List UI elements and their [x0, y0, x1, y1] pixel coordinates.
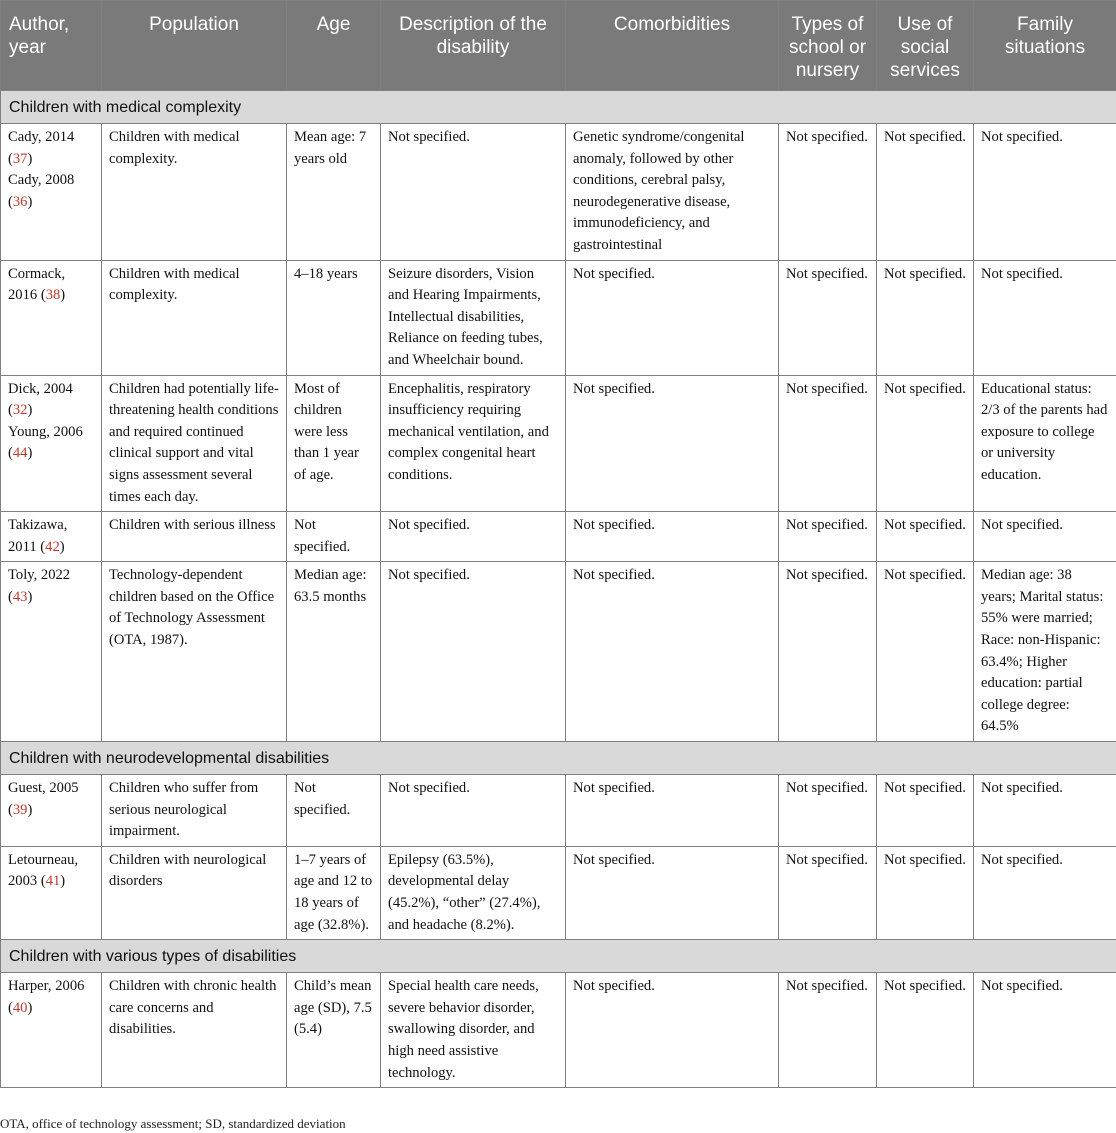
reference-link[interactable]: 43	[12, 588, 28, 605]
school-type-cell: Not specified.	[779, 260, 877, 375]
description-cell: Not specified.	[381, 124, 566, 261]
comorbidities-cell: Not specified.	[566, 775, 779, 847]
age-cell: Mean age: 7 years old	[287, 124, 381, 261]
family-situation-cell: Not specified.	[974, 775, 1116, 847]
table-row	[1, 260, 1116, 375]
author-text: (	[8, 150, 13, 167]
reference-link[interactable]: 42	[45, 538, 60, 555]
author-text: (	[8, 999, 13, 1016]
author-text: Cady, 2014	[8, 129, 75, 145]
author-text: Toly, 2022	[8, 567, 71, 584]
reference-link[interactable]: 36	[12, 193, 28, 210]
family-situation-cell: Not specified.	[974, 973, 1116, 1088]
author-text: (	[8, 588, 13, 605]
comorbidities-cell: Not specified.	[566, 260, 779, 375]
author-text: )	[27, 999, 33, 1016]
population-cell: Children with serious illness	[102, 512, 287, 562]
author-year-cell	[1, 846, 102, 939]
table-body	[1, 91, 1116, 1088]
header-population: Population	[102, 1, 287, 91]
age-cell: Not specified.	[287, 775, 381, 847]
section-title: Children with neurodevelopmental disabilities	[1, 742, 1116, 775]
table-row	[1, 562, 1116, 742]
social-services-cell: Not specified.	[877, 375, 974, 512]
table-row	[1, 512, 1116, 562]
reference-link[interactable]: 37	[12, 150, 28, 167]
family-situation-cell: Not specified.	[974, 846, 1116, 939]
author-text: )	[27, 402, 33, 419]
author-text: Dick, 2004	[8, 380, 73, 397]
author-text: 2003 (	[8, 873, 46, 890]
author-year-cell	[1, 775, 102, 847]
population-cell: Children with medical complexity.	[102, 124, 287, 261]
section-title: Children with various types of disabilities	[1, 940, 1116, 973]
section-title: Children with medical complexity	[1, 91, 1116, 124]
age-cell: Child’s mean age (SD), 7.5 (5.4)	[287, 973, 381, 1088]
description-cell: Encephalitis, respiratory insufficiency requiring mechanical ventilation, and complex congenital heart conditions.	[381, 375, 566, 512]
author-text: )	[27, 588, 33, 605]
author-text: (	[8, 402, 13, 419]
table-row	[1, 846, 1116, 939]
description-cell: Special health care needs, severe behavior disorder, swallowing disorder, and high need assistive technology.	[381, 973, 566, 1088]
age-cell: 4–18 years	[287, 260, 381, 375]
school-type-cell: Not specified.	[779, 846, 877, 939]
header-social-services: Use of social services	[877, 1, 974, 91]
school-type-cell: Not specified.	[779, 775, 877, 847]
author-text: Guest, 2005	[8, 780, 79, 797]
author-year-cell	[1, 512, 102, 562]
table-row	[1, 775, 1116, 847]
author-year-cell	[1, 124, 102, 261]
description-cell: Seizure disorders, Vision and Hearing Impairments, Intellectual disabilities, Reliance on feeding tubes, and Wheelchair bound.	[381, 260, 566, 375]
header-comorbidities: Comorbidities	[566, 1, 779, 91]
comorbidities-cell: Genetic syndrome/congenital anomaly, followed by other conditions, cerebral palsy, neurodegenerative disease, immunodeficiency, and gastrointestinal	[566, 124, 779, 261]
social-services-cell: Not specified.	[877, 260, 974, 375]
header-author-year: Author, year	[1, 1, 102, 91]
school-type-cell: Not specified.	[779, 512, 877, 562]
age-cell: Median age: 63.5 months	[287, 562, 381, 742]
school-type-cell: Not specified.	[779, 562, 877, 742]
social-services-cell: Not specified.	[877, 846, 974, 939]
comorbidities-cell: Not specified.	[566, 512, 779, 562]
author-text: )	[60, 287, 66, 304]
population-cell: Children with neurological disorders	[102, 846, 287, 939]
author-text: Cady, 2008	[8, 172, 75, 189]
author-text: )	[27, 801, 33, 818]
header-school-type: Types of school or nursery	[779, 1, 877, 91]
reference-link[interactable]: 32	[12, 402, 28, 419]
author-year-cell	[1, 973, 102, 1088]
school-type-cell: Not specified.	[779, 973, 877, 1088]
reference-link[interactable]: 40	[12, 999, 28, 1016]
table-footnote: OTA, office of technology assessment; SD, standardized deviation	[0, 1116, 346, 1131]
author-year-cell	[1, 375, 102, 512]
author-text: (	[8, 445, 13, 462]
family-situation-cell: Not specified.	[974, 260, 1116, 375]
population-cell: Technology-dependent children based on the Office of Technology Assessment (OTA, 1987).	[102, 562, 287, 742]
comorbidities-cell: Not specified.	[566, 846, 779, 939]
reference-link[interactable]: 39	[12, 801, 28, 818]
age-cell: 1–7 years of age and 12 to 18 years of age (32.8%).	[287, 846, 381, 939]
family-situation-cell: Educational status: 2/3 of the parents had exposure to college or university education.	[974, 375, 1116, 512]
author-text: Cormack,	[8, 265, 66, 282]
social-services-cell: Not specified.	[877, 124, 974, 261]
section-row	[1, 742, 1116, 775]
section-row	[1, 940, 1116, 973]
description-cell: Not specified.	[381, 775, 566, 847]
social-services-cell: Not specified.	[877, 775, 974, 847]
author-text: Takizawa,	[8, 517, 68, 534]
table-row	[1, 973, 1116, 1088]
reference-link[interactable]: 44	[12, 445, 28, 462]
population-cell: Children had potentially life-threatening health conditions and required continued clinical support and vital signs assessment several times each day.	[102, 375, 287, 512]
school-type-cell: Not specified.	[779, 124, 877, 261]
description-cell: Epilepsy (63.5%), developmental delay (45.2%), “other” (27.4%), and headache (8.2%).	[381, 846, 566, 939]
reference-link[interactable]: 41	[45, 873, 61, 890]
comorbidities-cell: Not specified.	[566, 973, 779, 1088]
author-text: (	[8, 801, 13, 818]
population-cell: Children with chronic health care concerns and disabilities.	[102, 973, 287, 1088]
author-year-cell	[1, 562, 102, 742]
description-cell: Not specified.	[381, 512, 566, 562]
table-header	[1, 1, 1116, 91]
author-text: 2016 (	[8, 287, 46, 304]
author-text: Letourneau,	[8, 851, 79, 868]
header-description: Description of the disability	[381, 1, 566, 91]
author-text: )	[27, 445, 33, 462]
author-text: Young, 2006	[8, 423, 83, 440]
author-text: )	[27, 193, 33, 210]
population-cell: Children with medical complexity.	[102, 260, 287, 375]
header-age: Age	[287, 1, 381, 91]
table-row	[1, 124, 1116, 261]
family-situation-cell: Not specified.	[974, 512, 1116, 562]
author-year-cell	[1, 260, 102, 375]
comorbidities-cell: Not specified.	[566, 562, 779, 742]
age-cell: Most of children were less than 1 year of age.	[287, 375, 381, 512]
school-type-cell: Not specified.	[779, 375, 877, 512]
family-situation-cell: Not specified.	[974, 124, 1116, 261]
age-cell: Not specified.	[287, 512, 381, 562]
description-cell: Not specified.	[381, 562, 566, 742]
social-services-cell: Not specified.	[877, 973, 974, 1088]
family-situation-cell: Median age: 38 years; Marital status: 55% were married; Race: non-Hispanic: 63.4%; Higher education: partial college degree: 64.5%	[974, 562, 1116, 742]
author-text: )	[59, 538, 65, 555]
author-text: (	[8, 193, 13, 210]
social-services-cell: Not specified.	[877, 512, 974, 562]
social-services-cell: Not specified.	[877, 562, 974, 742]
author-text: 2011 (	[8, 538, 46, 555]
section-row	[1, 91, 1116, 124]
author-text: )	[60, 873, 66, 890]
author-text: )	[27, 150, 33, 167]
header-family-situations: Family situations	[974, 1, 1116, 91]
table-row	[1, 375, 1116, 512]
comorbidities-cell: Not specified.	[566, 375, 779, 512]
population-cell: Children who suffer from serious neurological impairment.	[102, 775, 287, 847]
reference-link[interactable]: 38	[45, 287, 61, 304]
author-text: Harper, 2006	[8, 978, 85, 995]
